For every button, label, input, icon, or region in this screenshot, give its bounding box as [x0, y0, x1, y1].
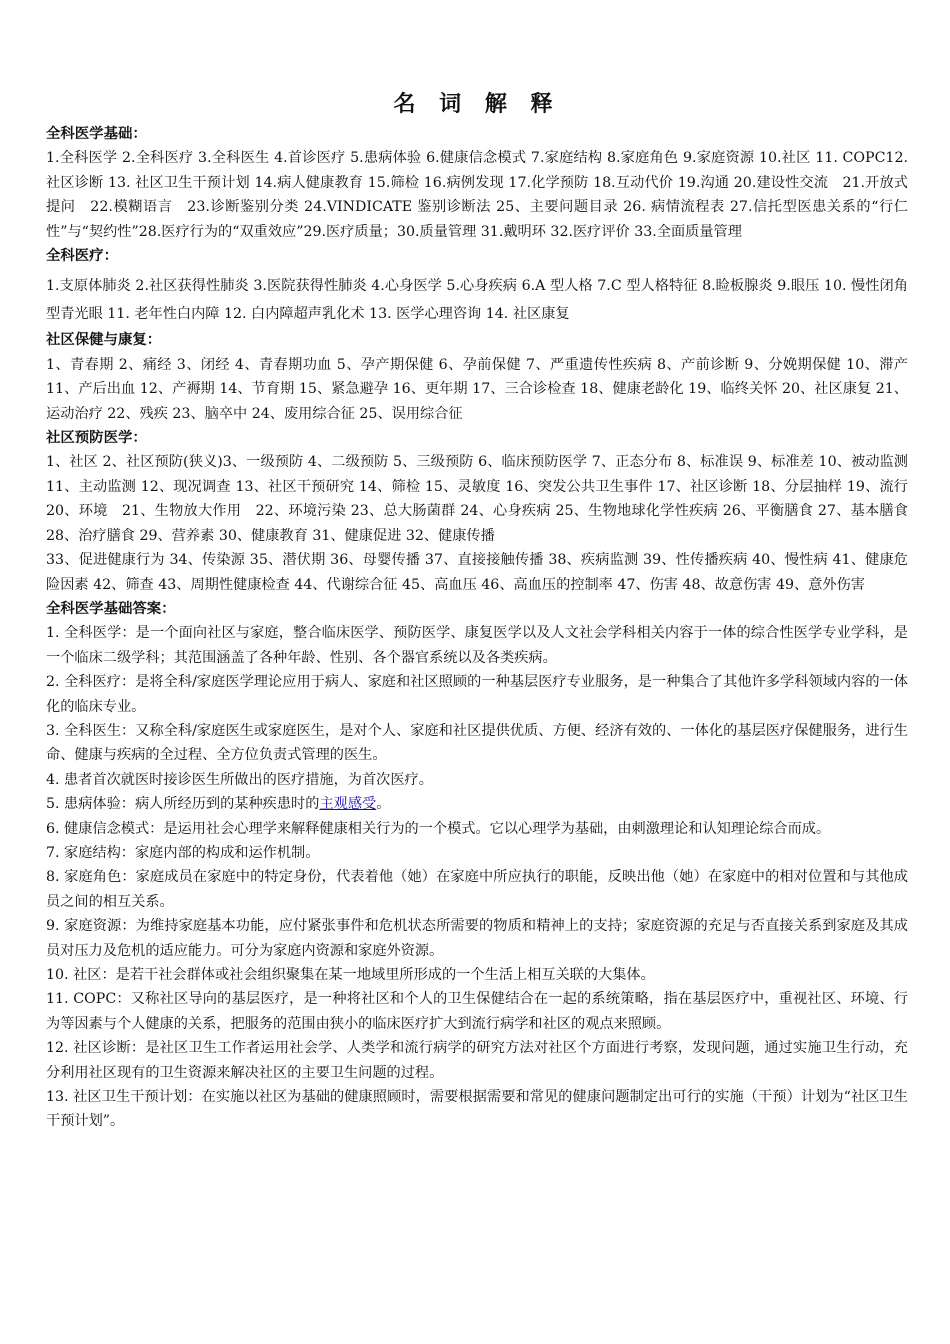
answer-item: 12. 社区诊断：是社区卫生工作者运用社会学、人类学和流行病学的研究方法对社区个方面进行考察，发现问题，通过实施卫生行动，充分利用社区现有的卫生资源来解决社区的主要卫生问题的过程。 — [46, 1040, 908, 1081]
answer-item: 11. COPC：又称社区导向的基层医疗，是一种将社区和个人的卫生保健结合在一起的系统策略，指在基层医疗中，重视社区、环境、行为等因素与个人健康的关系，把服务的范围由狭小的临床医疗扩大到流行病学和社区的观点来照顾。 — [46, 991, 908, 1032]
basics-term-list: 1.全科医学 2.全科医疗 3.全科医生 4.首诊医疗 5.患病体验 6.健康信念模式 7.家庭结构 8.家庭角色 9.家庭资源 10.社区 11. COPC12. 社区诊断 13. 社区卫生干预计划 14.病人健康教育 15.筛检 16.病例发现 17.化学预防 18.互动代价 19.沟通 20.建设性交流 21.开放式提问 22.模糊语言 23.诊断鉴别分类 24.VINDICATE 鉴别诊断法 25、主要问题目录 26. 病情流程表 27.信托型医患关系的“行仁性”与“契约性”28.医疗行为的“双重效应”29.医疗质量；30.质量管理 31.戴明环 32.医疗评价 33.全面质量管理 — [46, 150, 908, 240]
answer-text: 5. 患病体验：病人所经历到的某种疾患时的 — [46, 796, 320, 813]
answer-text: 。 — [376, 796, 391, 813]
answer-item: 10. 社区：是若干社会群体或社会组织聚集在某一地域里所形成的一个生活上相互关联的大集体。 — [46, 967, 655, 983]
answer-item: 4. 患者首次就医时接诊医生所做出的医疗措施，为首次医疗。 — [46, 771, 433, 788]
answer-item: 13. 社区卫生干预计划：在实施以社区为基础的健康照顾时，需要根据需要和常见的健康问题制定出可行的实施（干预）计划为“社区卫生干预计划”。 — [46, 1089, 908, 1130]
section-heading-basics: 全科医学基础： — [46, 126, 147, 142]
answer-item: 9. 家庭资源：为维持家庭基本功能，应付紧张事件和危机状态所需要的物质和精神上的支持；家庭资源的充足与否直接关系到家庭及其成员对压力及危机的适应能力。可分为家庭内资源和家庭外资源。 — [46, 918, 908, 959]
prevention-term-list-2: 33、促进健康行为 34、传染源 35、潜伏期 36、母婴传播 37、直接接触传播 38、疾病监测 39、性传播疾病 40、慢性病 41、健康危险因素 42、筛查 43、周期性健康检查 44、代谢综合征 45、高血压 46、高血压的控制率 47、伤害 48、故意伤害 49、意外伤害 — [46, 552, 908, 593]
document-page — [46, 88, 923, 1134]
answer-item: 1. 全科医学：是一个面向社区与家庭，整合临床医学、预防医学、康复医学以及人文社会学科相关内容于一体的综合性医学专业学科，是一个临床二级学科；其范围涵盖了各种年龄、性别、各个器官系统以及各类疾病。 — [46, 625, 908, 666]
section-heading-practice: 全科医疗： — [46, 248, 118, 265]
prevention-term-list-1: 1、社区 2、社区预防(狭义)3、一级预防 4、二级预防 5、三级预防 6、临床预防医学 7、正态分布 8、标准误 9、标准差 10、被动监测 11、主动监测 12、现况调查 13、社区干预研究 14、筛检 15、灵敏度 16、突发公共卫生事件 17、社区诊断 18、分层抽样 19、流行 20、环境 21、生物放大作用 22、环境污染 23、总大肠菌群 24、心身疾病 25、生物地球化学性疾病 26、平衡膳食 27、基本膳食 28、治疗膳食 29、营养素 30、健康教育 31、健康促进 32、健康传播 — [46, 454, 923, 544]
answer-item — [46, 792, 908, 816]
answer-item: 2. 全科医疗：是将全科/家庭医学理论应用于病人、家庭和社区照顾的一种基层医疗专业服务，是一种集合了其他许多学科领域内容的一体化的临床专业。 — [46, 674, 908, 715]
page-title: 名 词 解 释 — [393, 92, 561, 117]
rehab-term-list: 1、青春期 2、痛经 3、闭经 4、青春期功血 5、孕产期保健 6、孕前保健 7、严重遗传性疾病 8、产前诊断 9、分娩期保健 10、滞产 11、产后出血 12、产褥期 14、节育期 15、紧急避孕 16、更年期 17、三合诊检查 18、健康老龄化 19、临终关怀 20、社区康复 21、运动治疗 22、残疾 23、脑卒中 24、废用综合征 25、误用综合征 — [46, 356, 908, 422]
answer-item: 8. 家庭角色：家庭成员在家庭中的特定身份，代表着他（她）在家庭中所应执行的职能，反映出他（她）在家庭中的相对位置和与其他成员之间的相互关系。 — [46, 869, 908, 910]
answer-item: 7. 家庭结构：家庭内部的构成和运作机制。 — [46, 844, 320, 861]
answer-item: 6. 健康信念模式：是运用社会心理学来解释健康相关行为的一个模式。它以心理学为基础，由刺激理论和认知理论综合而成。 — [46, 820, 831, 837]
subjective-feeling-link[interactable]: 主观感受 — [319, 796, 377, 813]
practice-term-list: 1.支原体肺炎 2.社区获得性肺炎 3.医院获得性肺炎 4.心身医学 5.心身疾病 6.A 型人格 7.C 型人格特征 8.睑板腺炎 9.眼压 10. 慢性闭角型青光眼 11. 老年性白内障 12. 白内障超声乳化术 13. 医学心理咨询 14. 社区康复 — [46, 278, 908, 323]
section-heading-prevention: 社区预防医学： — [46, 430, 147, 447]
section-heading-rehab: 社区保健与康复： — [46, 332, 162, 349]
section-heading-answers: 全科医学基础答案： — [46, 600, 176, 617]
answer-item: 3. 全科医生：又称全科/家庭医生或家庭医生，是对个人、家庭和社区提供优质、方便、经济有效的、一体化的基层医疗保健服务，进行生命、健康与疾病的全过程、全方位负责式管理的医生。 — [46, 722, 908, 764]
